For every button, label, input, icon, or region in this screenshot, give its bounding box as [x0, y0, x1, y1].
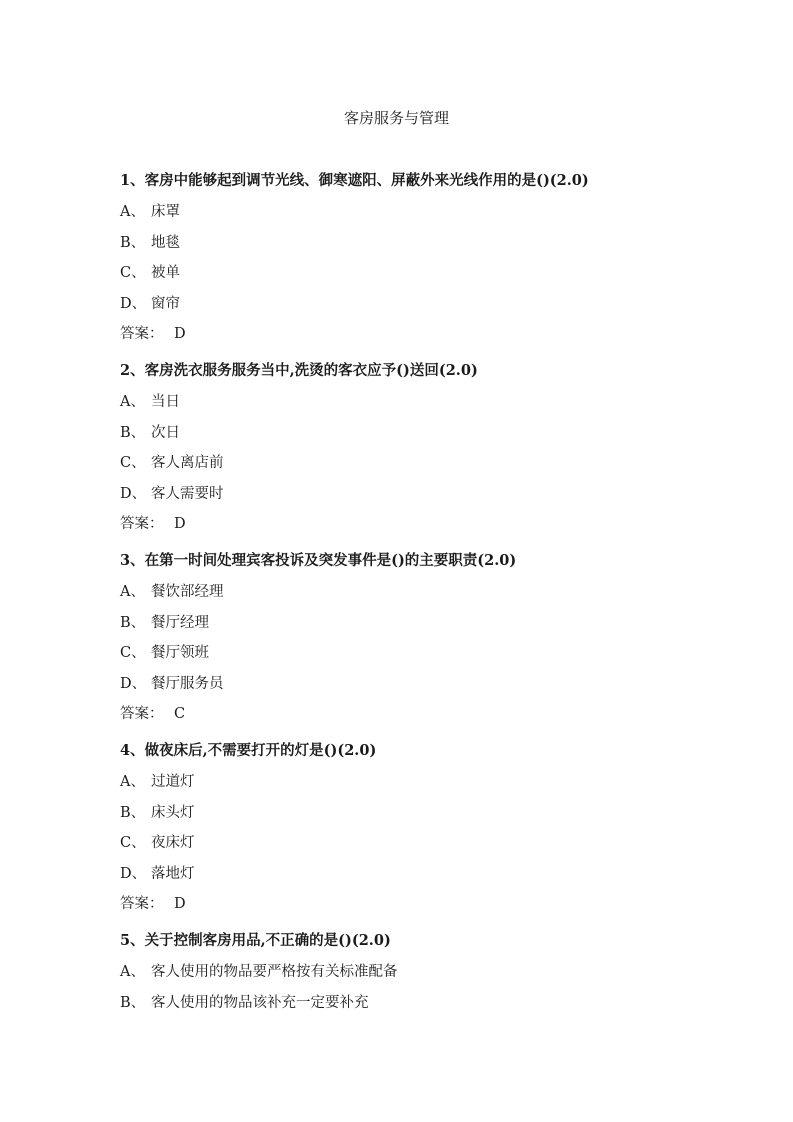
option-b	[120, 612, 720, 634]
option-text: 餐厅领班	[151, 645, 209, 661]
option-text: 夜床灯	[151, 835, 195, 851]
answer-label: 答案：	[120, 516, 164, 532]
option-a	[120, 771, 720, 793]
option-letter: D、	[120, 865, 147, 882]
option-c	[120, 832, 720, 854]
option-text: 客人使用的物品该补充一定要补充	[151, 994, 369, 1011]
question-stem: 5、关于控制客房用品,不正确的是()(2.0)	[120, 932, 391, 949]
option-text: 餐饮部经理	[151, 584, 224, 600]
question-5	[120, 930, 720, 1014]
option-text: 当日	[151, 394, 180, 410]
question-4	[120, 740, 720, 915]
option-letter: A、	[120, 774, 145, 790]
question-stem: 3、在第一时间处理宾客投诉及突发事件是()的主要职责(2.0)	[120, 552, 517, 569]
option-text: 被单	[151, 265, 180, 281]
option-c	[120, 452, 720, 474]
answer-label: 答案：	[120, 326, 164, 342]
answer-label: 答案：	[120, 706, 164, 722]
answer-value: D	[174, 326, 186, 342]
question-stem: 4、做夜床后,不需要打开的灯是()(2.0)	[120, 742, 377, 759]
option-text: 餐厅经理	[151, 614, 209, 631]
option-text: 客人需要时	[151, 485, 224, 502]
option-b	[120, 422, 720, 444]
option-a	[120, 961, 720, 983]
option-text: 客人使用的物品要严格按有关标准配备	[151, 964, 398, 980]
option-text: 床罩	[151, 204, 180, 220]
option-c	[120, 642, 720, 664]
option-letter: B、	[120, 234, 146, 251]
option-letter: D、	[120, 295, 147, 312]
answer-line	[120, 323, 720, 345]
option-a	[120, 201, 720, 223]
question-3	[120, 550, 720, 725]
option-a	[120, 391, 720, 413]
option-text: 过道灯	[151, 774, 195, 790]
option-letter: A、	[120, 394, 145, 410]
answer-label: 答案：	[120, 896, 164, 912]
option-d	[120, 483, 720, 505]
answer-value: C	[174, 706, 186, 722]
option-d	[120, 673, 720, 695]
answer-line	[120, 513, 720, 535]
answer-value: D	[174, 516, 186, 532]
option-c	[120, 262, 720, 284]
answer-value: D	[174, 896, 186, 912]
option-letter: C、	[120, 265, 146, 281]
option-letter: A、	[120, 204, 145, 220]
answer-line	[120, 703, 720, 725]
option-letter: B、	[120, 614, 146, 631]
option-letter: A、	[120, 584, 145, 600]
question-stem: 1、客房中能够起到调节光线、御寒遮阳、屏蔽外来光线作用的是()(2.0)	[120, 172, 589, 189]
option-d	[120, 863, 720, 885]
question-stem: 2、客房洗衣服务服务当中,洗烫的客衣应予()送回(2.0)	[120, 362, 478, 379]
document-title: 客房服务与管理	[343, 109, 449, 127]
question-1	[120, 170, 720, 345]
option-b	[120, 992, 720, 1014]
option-letter: D、	[120, 485, 147, 502]
option-letter: A、	[120, 964, 145, 980]
question-2	[120, 360, 720, 535]
option-letter: B、	[120, 424, 146, 441]
answer-line	[120, 893, 720, 915]
option-b	[120, 232, 720, 254]
option-text: 床头灯	[151, 804, 195, 821]
option-letter: B、	[120, 994, 146, 1011]
option-text: 次日	[151, 424, 180, 441]
option-text: 落地灯	[151, 865, 195, 882]
option-letter: C、	[120, 645, 146, 661]
option-letter: B、	[120, 804, 146, 821]
option-d	[120, 293, 720, 315]
option-a	[120, 581, 720, 603]
option-letter: C、	[120, 455, 146, 471]
option-text: 餐厅服务员	[151, 675, 224, 692]
option-b	[120, 802, 720, 824]
option-letter: D、	[120, 675, 147, 692]
option-letter: C、	[120, 835, 146, 851]
option-text: 地毯	[151, 234, 180, 251]
option-text: 客人离店前	[151, 455, 224, 471]
option-text: 窗帘	[151, 295, 180, 312]
question-list	[120, 170, 720, 1022]
